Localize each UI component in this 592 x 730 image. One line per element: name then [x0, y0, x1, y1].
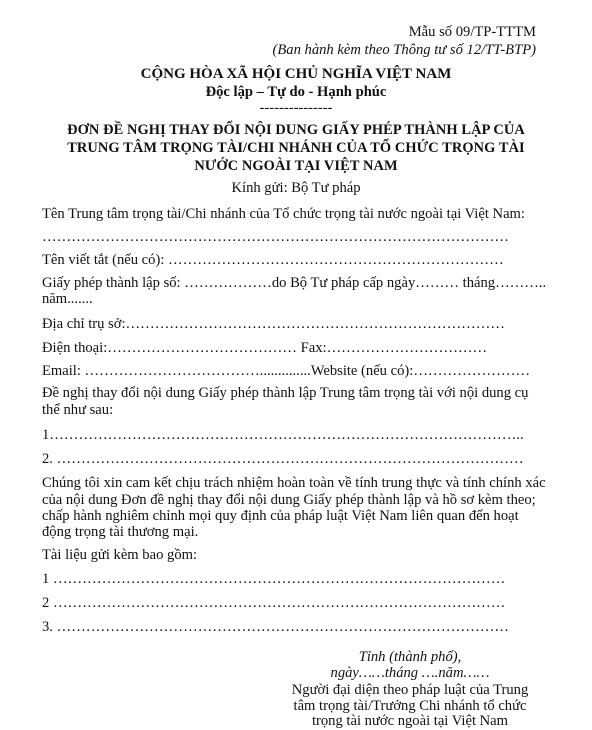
- header-divider: ---------------: [259, 100, 333, 116]
- signer-title-line-3: trọng tài nước ngoài tại Việt Nam: [311, 713, 509, 729]
- form-number: Mẫu số 09/TP-TTTM: [408, 24, 536, 40]
- signature-place: Tỉnh (thành phố),: [358, 649, 462, 665]
- request-text-line-2: thể như sau:: [42, 402, 114, 418]
- attachments-label: Tài liệu gửi kèm bao gồm:: [42, 547, 198, 563]
- abbreviation-field: Tên viết tắt (nếu có): ……………………………………………………………: [42, 252, 504, 268]
- issuing-note: (Ban hành kèm theo Thông tư số 12/TT-BTP): [272, 42, 536, 58]
- recipient-line: Kính gửi: Bộ Tư pháp: [231, 180, 361, 196]
- phone-fax-field: Điện thoại:………………………………… Fax:……………………………: [42, 340, 488, 356]
- request-item-1: 1……………………………………………………………………………………..: [42, 427, 524, 443]
- commitment-line-4: động trọng tài thương mại.: [42, 524, 199, 540]
- email-website-field: Email: ………………………………..............Website (nếu có):……………………: [42, 363, 531, 379]
- attachment-item-2: 2 …………………………………………………………………………………: [42, 595, 506, 611]
- document-title-line-2: TRUNG TÂM TRỌNG TÀI/CHI NHÁNH CỦA TỔ CHỨC TRỌNG TÀI: [67, 140, 525, 156]
- center-name-label: Tên Trung tâm trọng tài/Chi nhánh của Tổ chức trọng tài nước ngoài tại Việt Nam:: [42, 206, 525, 222]
- commitment-line-2: của nội dung Đơn đề nghị thay đổi nội dung Giấy phép thành lập và hồ sơ kèm theo;: [42, 492, 536, 508]
- national-motto: Độc lập – Tự do - Hạnh phúc: [205, 84, 387, 100]
- attachment-item-3: 3. …………………………………………………………………………………: [42, 619, 509, 635]
- commitment-line-1: Chúng tôi xin cam kết chịu trách nhiệm hoàn toàn về tính trung thực và tính chính xác: [42, 475, 546, 491]
- center-name-field: ……………………………………………………………………………………: [42, 229, 509, 245]
- request-text-line-1: Đề nghị thay đổi nội dung Giấy phép thành lập Trung tâm trọng tài với nội dung cụ: [42, 385, 529, 401]
- signer-title-line-1: Người đại diện theo pháp luật của Trung: [291, 682, 529, 698]
- request-item-2: 2. ……………………………………………………………………………………: [42, 451, 524, 467]
- signer-title-line-2: tâm trọng tài/Trưởng Chi nhánh tổ chức: [293, 698, 527, 714]
- document-title-line-3: NƯỚC NGOÀI TẠI VIỆT NAM: [194, 158, 398, 174]
- commitment-line-3: chấp hành nghiêm chỉnh mọi quy định của pháp luật Việt Nam liên quan đến hoạt: [42, 508, 519, 524]
- address-field: Địa chỉ trụ sở:……………………………………………………………………: [42, 316, 505, 332]
- attachment-item-1: 1 …………………………………………………………………………………: [42, 571, 506, 587]
- document-title-line-1: ĐƠN ĐỀ NGHỊ THAY ĐỔI NỘI DUNG GIẤY PHÉP THÀNH LẬP CỦA: [67, 122, 525, 138]
- national-title: CỘNG HÒA XÃ HỘI CHỦ NGHĨA VIỆT NAM: [140, 66, 452, 82]
- license-field-line-2: năm.......: [42, 291, 93, 307]
- signature-date: ngày……tháng ….năm……: [330, 665, 490, 681]
- license-field-line-1: Giấy phép thành lập số: ………………do Bộ Tư pháp cấp ngày……… tháng………..: [42, 275, 547, 291]
